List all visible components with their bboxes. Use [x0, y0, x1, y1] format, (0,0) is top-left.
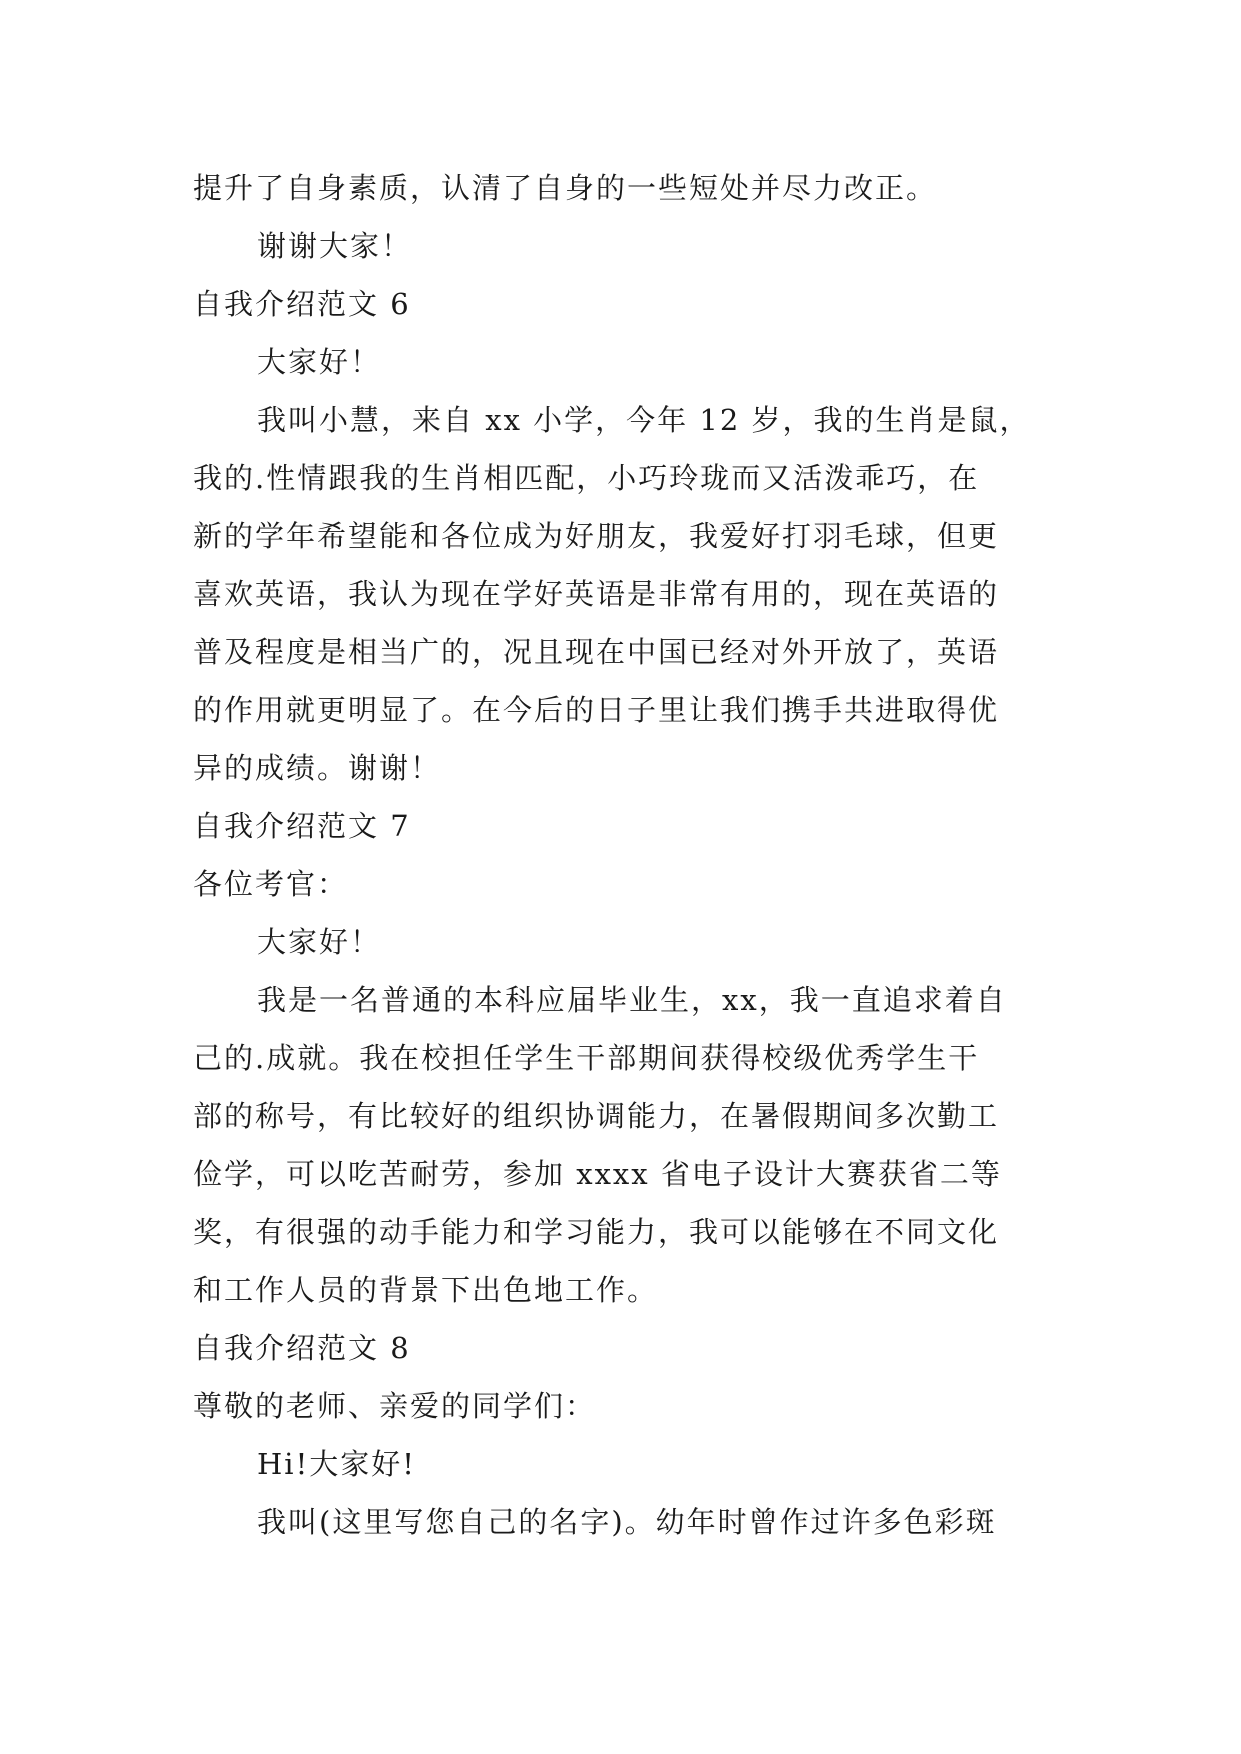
section-heading: 自我介绍范文 7	[193, 809, 411, 843]
paragraph-line: 提升了自身素质，认清了自身的一些短处并尽力改正。	[193, 171, 938, 205]
paragraph-line: 的作用就更明显了。在今后的日子里让我们携手共进取得优	[193, 693, 1000, 727]
greeting: 大家好！	[257, 925, 382, 959]
section-heading: 自我介绍范文 8	[193, 1331, 411, 1365]
paragraph-line: 新的学年希望能和各位成为好朋友，我爱好打羽毛球，但更	[193, 519, 1000, 553]
greeting: Hi!大家好!	[257, 1447, 416, 1481]
paragraph-line: 奖，有很强的动手能力和学习能力，我可以能够在不同文化	[193, 1215, 1000, 1249]
paragraph-line: 我叫小慧，来自 xx 小学，今年 12 岁，我的生肖是鼠，	[257, 403, 1031, 437]
closing-thanks: 谢谢大家！	[257, 229, 413, 263]
paragraph-line: 己的.成就。我在校担任学生干部期间获得校级优秀学生干	[193, 1041, 980, 1075]
salutation: 各位考官：	[193, 867, 349, 901]
section-heading: 自我介绍范文 6	[193, 287, 411, 321]
paragraph-line: 我的.性情跟我的生肖相匹配，小巧玲珑而又活泼乖巧，在	[193, 461, 980, 495]
paragraph-line: 我是一名普通的本科应届毕业生，xx，我一直追求着自	[257, 983, 1007, 1017]
paragraph-line: 喜欢英语，我认为现在学好英语是非常有用的，现在英语的	[193, 577, 1000, 611]
paragraph-line: 普及程度是相当广的，况且现在中国已经对外开放了，英语	[193, 635, 1000, 669]
paragraph-line: 俭学，可以吃苦耐劳，参加 xxxx 省电子设计大赛获省二等	[193, 1157, 1002, 1191]
salutation: 尊敬的老师、亲爱的同学们：	[193, 1389, 597, 1423]
paragraph-line: 异的成绩。谢谢！	[193, 751, 442, 785]
paragraph-line: 部的称号，有比较好的组织协调能力，在暑假期间多次勤工	[193, 1099, 1000, 1133]
paragraph-line: 和工作人员的背景下出色地工作。	[193, 1273, 659, 1307]
paragraph-line: 我叫(这里写您自己的名字)。幼年时曾作过许多色彩斑	[257, 1505, 997, 1539]
greeting: 大家好！	[257, 345, 382, 379]
